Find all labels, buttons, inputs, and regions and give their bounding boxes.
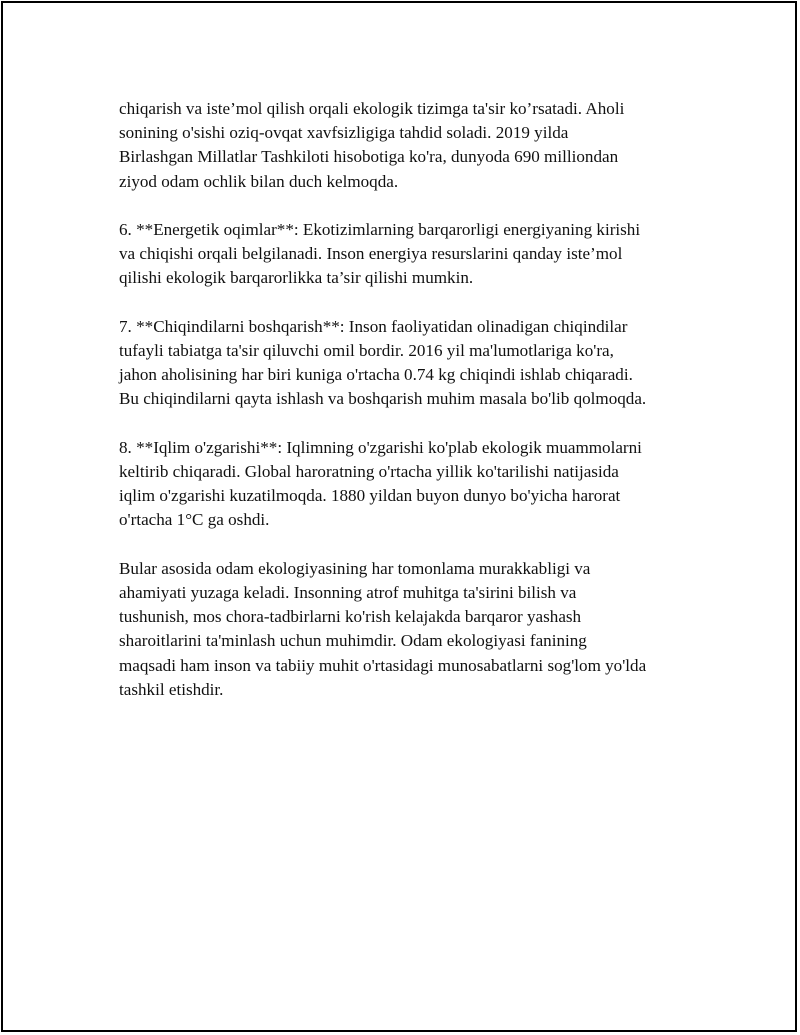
text-line: jahon aholisining har biri kuniga o'rtacha 0.74 kg chiqindi ishlab chiqaradi. bbox=[119, 365, 633, 385]
text-line: Bular asosida odam ekologiyasining har tomonlama murakkabligi va bbox=[119, 558, 591, 578]
text-line: tushunish, mos chora-tadbirlarni ko'rish kelajakda barqaror yashash bbox=[119, 607, 582, 627]
text-line: iqlim o'zgarishi kuzatilmoqda. 1880 yildan buyon dunyo bo'yicha harorat bbox=[119, 486, 621, 506]
text-line: chiqarish va iste’mol qilish orqali ekologik tizimga ta'sir ko’rsatadi. Aholi bbox=[119, 99, 625, 118]
text-line: Birlashgan Millatlar Tashkiloti hisobotiga ko'ra, dunyoda 690 milliondan bbox=[119, 147, 619, 167]
text-line: 8. **Iqlim o'zgarishi**: Iqlimning o'zgarishi ko'plab ekologik muammolarni bbox=[119, 437, 642, 457]
paragraph-waste-management bbox=[119, 315, 709, 412]
paragraph-conclusion bbox=[119, 557, 709, 702]
paragraph-population bbox=[119, 97, 709, 194]
text-line: keltirib chiqaradi. Global haroratning o'rtacha yillik ko'tarilishi natijasida bbox=[119, 462, 619, 481]
text-line: Bu chiqindilarni qayta ishlash va boshqarish muhim masala bo'lib qolmoqda. bbox=[119, 389, 647, 409]
document-body bbox=[119, 97, 709, 726]
text-line: ahamiyati yuzaga keladi. Insonning atrof muhitga ta'sirini bilish va bbox=[119, 583, 577, 602]
text-line: 6. **Energetik oqimlar**: Ekotizimlarning barqarorligi energiyaning kirishi bbox=[119, 220, 641, 239]
paragraph-climate-change bbox=[119, 436, 709, 533]
paragraph-energy-flows bbox=[119, 218, 709, 291]
text-line: sharoitlarini ta'minlash uchun muhimdir. Odam ekologiyasi fanining bbox=[119, 631, 587, 651]
text-line: tufayli tabiatga ta'sir qiluvchi omil bordir. 2016 yil ma'lumotlariga ko'ra, bbox=[119, 341, 614, 360]
text-line: va chiqishi orqali belgilanadi. Inson energiya resurslarini qanday iste’mol bbox=[119, 244, 623, 264]
document-page bbox=[1, 1, 797, 1032]
text-line: 7. **Chiqindilarni boshqarish**: Inson faoliyatidan olinadigan chiqindilar bbox=[119, 316, 628, 336]
text-line: o'rtacha 1°C ga oshdi. bbox=[119, 510, 270, 530]
text-line: qilishi ekologik barqarorlikka ta’sir qilishi mumkin. bbox=[119, 268, 474, 288]
text-line: ziyod odam ochlik bilan duch kelmoqda. bbox=[119, 171, 399, 191]
text-line: tashkil etishdir. bbox=[119, 679, 224, 699]
text-line: maqsadi ham inson va tabiiy muhit o'rtasidagi munosabatlarni sog'lom yo'lda bbox=[119, 655, 647, 675]
text-line: sonining o'sishi oziq-ovqat xavfsizligiga tahdid soladi. 2019 yilda bbox=[119, 123, 569, 143]
